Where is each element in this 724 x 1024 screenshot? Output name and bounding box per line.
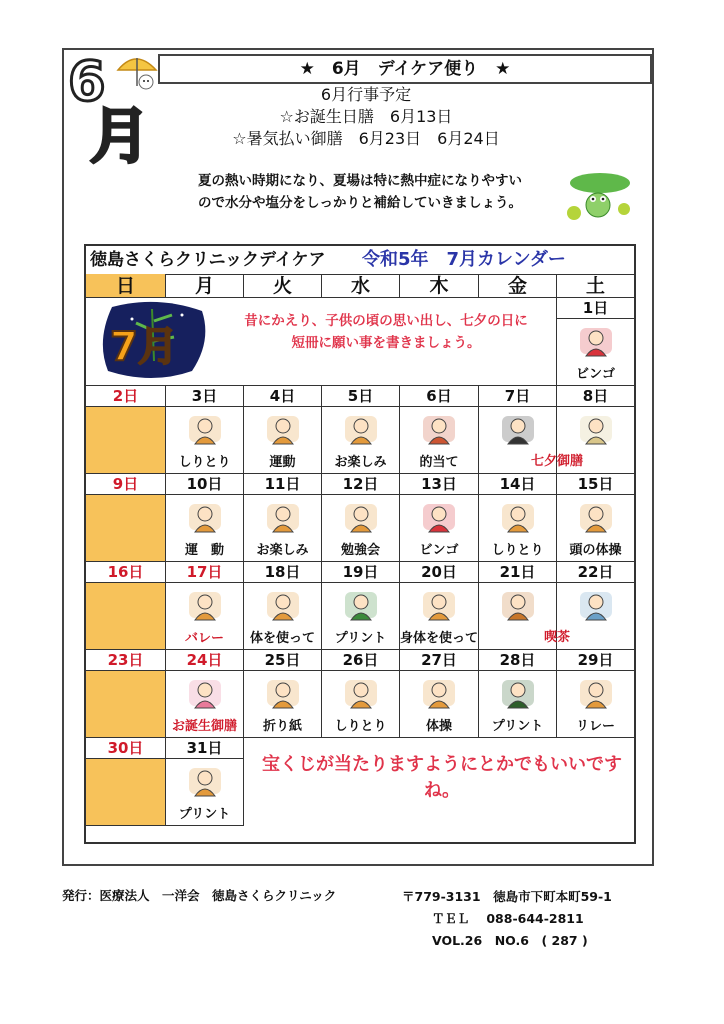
- umbrella-icon: [112, 52, 162, 92]
- day-cell: [322, 650, 400, 738]
- span-activity: 七夕御膳: [530, 454, 583, 469]
- calendar-name: 令和5年 7月カレンダー: [362, 249, 566, 270]
- day-cell: [166, 738, 244, 826]
- events-title: 6月行事予定: [320, 85, 412, 104]
- day-number: 19日: [322, 562, 399, 583]
- doctor-icon: [496, 500, 540, 534]
- day-number: 25日: [244, 650, 321, 671]
- activity-label: しりとり: [491, 543, 544, 558]
- notice-line-2: ので水分や塩分をしっかりと補給していきましょう。: [198, 195, 522, 211]
- day-number: 18日: [244, 562, 321, 583]
- day-number: 16日: [86, 562, 165, 583]
- day-number: 29日: [557, 650, 634, 671]
- july-badge-area: [86, 298, 557, 386]
- activity-label: 身体を使って: [400, 631, 479, 646]
- day-cell: [557, 298, 635, 386]
- weekday-0: 日: [86, 274, 166, 298]
- face-icon: [339, 676, 383, 710]
- day-cell: [557, 474, 635, 562]
- day-number: 23日: [86, 650, 165, 671]
- relay-icon: [574, 676, 618, 710]
- event-summer-meal: ☆暑気払い御膳 6月23日 6月24日: [232, 129, 500, 148]
- day-cell: [479, 474, 557, 562]
- day-cell: [244, 474, 322, 562]
- day-cell: [244, 650, 322, 738]
- weekday-4: 木: [400, 274, 479, 298]
- day-cell: [166, 474, 244, 562]
- activity-label: お楽しみ: [334, 455, 387, 470]
- weekday-6: 土: [557, 274, 635, 298]
- heatstroke-notice: [160, 170, 560, 214]
- teacup-icon: [574, 588, 618, 622]
- study-icon: [339, 500, 383, 534]
- activity-label: ビンゴ: [419, 543, 459, 558]
- day-number: 28日: [479, 650, 556, 671]
- day-number: 6日: [400, 386, 478, 407]
- day-number: 14日: [479, 474, 556, 495]
- volume: VOL.26 NO.6 ( 287 ): [432, 933, 588, 948]
- day-number: 1日: [557, 298, 634, 319]
- puzzle-icon: [574, 500, 618, 534]
- activity-label: 体を使って: [249, 631, 315, 646]
- day-cell: [479, 650, 557, 738]
- day-cell: [400, 650, 479, 738]
- day-number: 20日: [400, 562, 478, 583]
- day-number: 11日: [244, 474, 321, 495]
- dartboard-icon: [417, 412, 461, 446]
- pencil-icon: [339, 588, 383, 622]
- day-number: 22日: [557, 562, 634, 583]
- july-badge: 7月: [110, 324, 178, 370]
- activity-label: 運 動: [184, 543, 224, 558]
- weekday-3: 水: [322, 274, 400, 298]
- day-cell: [166, 650, 244, 738]
- day-number: 10日: [166, 474, 243, 495]
- month-number: 6: [68, 50, 106, 113]
- notice-line-1: 夏の熱い時期になり、夏場は特に熱中症になりやすい: [198, 173, 522, 189]
- day-cell: [322, 386, 400, 474]
- day-cell: [244, 386, 322, 474]
- day-number: 8日: [557, 386, 634, 407]
- day-cell: [400, 562, 479, 650]
- day-cell: [86, 650, 166, 738]
- calendar-header: [86, 246, 634, 275]
- activity-label: プリント: [491, 719, 544, 734]
- activity-label: しりとり: [334, 719, 387, 734]
- activity-label: しりとり: [178, 455, 231, 470]
- frog-icon: [560, 165, 638, 225]
- day-number: 30日: [86, 738, 165, 759]
- tanzaku-icon: [574, 412, 618, 446]
- girl-icon: [339, 412, 383, 446]
- day-cell: [322, 562, 400, 650]
- blackboard-icon: [496, 676, 540, 710]
- grandpa-icon: [183, 764, 227, 798]
- cheer-icon: [261, 588, 305, 622]
- activity-label: 折り紙: [262, 719, 302, 734]
- activity-label: 運動: [269, 455, 296, 470]
- footer-contact: [402, 886, 612, 952]
- day-number: 3日: [166, 386, 243, 407]
- weekday-2: 火: [244, 274, 322, 298]
- day-number: 5日: [322, 386, 399, 407]
- activity-label: ビンゴ: [575, 367, 615, 382]
- day-cell: [557, 650, 635, 738]
- activity-label: プリント: [178, 807, 231, 822]
- exercise-icon: [261, 412, 305, 446]
- day-number: 17日: [166, 562, 243, 583]
- activity-label: 勉強会: [340, 543, 380, 558]
- activity-label: 的当て: [419, 455, 459, 470]
- day-number: 27日: [400, 650, 478, 671]
- closing-message: 宝くじが当たりますようにとかでもいいですね。: [262, 754, 622, 801]
- cake-icon: [183, 676, 227, 710]
- day-number: 31日: [166, 738, 243, 759]
- calendar: [84, 244, 636, 844]
- weekday-5: 金: [479, 274, 557, 298]
- pancake-icon: [496, 588, 540, 622]
- day-cell: [166, 386, 244, 474]
- volleyball-icon: [183, 588, 227, 622]
- day-number: 2日: [86, 386, 165, 407]
- day-number: 12日: [322, 474, 399, 495]
- day-cell: [400, 386, 479, 474]
- stretch-icon: [417, 676, 461, 710]
- event-birthday: ☆お誕生日膳 6月13日: [279, 107, 453, 126]
- publisher: 発行：医療法人 一洋会 徳島さくらクリニック: [62, 888, 337, 903]
- day-number: 4日: [244, 386, 321, 407]
- activity-label: 体操: [425, 719, 452, 734]
- day-cell: [86, 562, 166, 650]
- day-number: 26日: [322, 650, 399, 671]
- day-cell: [322, 474, 400, 562]
- telephone: ＴＥＬ 088-644-2811: [432, 911, 584, 926]
- tanabata-message: 昔にかえり、子供の頃の思い出し、七夕の日に 短冊に願い事を書きましょう。: [244, 313, 555, 351]
- bingo-icon: [574, 324, 618, 358]
- newsletter-title: ★ 6月 デイケア便り ★: [158, 54, 652, 84]
- clinic-name: 徳島さくらクリニックデイケア: [90, 250, 326, 270]
- activity-label: 頭の体操: [569, 543, 622, 558]
- day-number: 15日: [557, 474, 634, 495]
- day-cell: [86, 386, 166, 474]
- activity-label: バレー: [184, 631, 224, 646]
- day-number: 7日: [479, 386, 556, 407]
- origami-icon: [261, 676, 305, 710]
- day-number: 9日: [86, 474, 165, 495]
- activity-label: お楽しみ: [256, 543, 309, 558]
- day-cell: [244, 562, 322, 650]
- sushi-icon: [496, 412, 540, 446]
- dance-icon: [417, 588, 461, 622]
- day-number: 24日: [166, 650, 243, 671]
- day-number: 21日: [479, 562, 556, 583]
- day-number: 13日: [400, 474, 478, 495]
- people-icon: [261, 500, 305, 534]
- day-cell: [166, 562, 244, 650]
- address: 〒779-3131 徳島市下町本町59-1: [402, 889, 612, 904]
- kids-exercise-icon: [183, 500, 227, 534]
- events-block: [186, 84, 546, 150]
- bingo-icon: [417, 500, 461, 534]
- activity-label: お誕生御膳: [171, 719, 237, 734]
- magician-icon: [183, 412, 227, 446]
- day-cell: [86, 738, 166, 826]
- month-kanji: 月: [90, 102, 150, 172]
- activity-label: プリント: [334, 631, 387, 646]
- day-cell: [400, 474, 479, 562]
- activity-label: リレー: [575, 719, 615, 734]
- span-activity: 喫茶: [543, 630, 570, 645]
- day-cell: [86, 474, 166, 562]
- weekday-1: 月: [166, 274, 244, 298]
